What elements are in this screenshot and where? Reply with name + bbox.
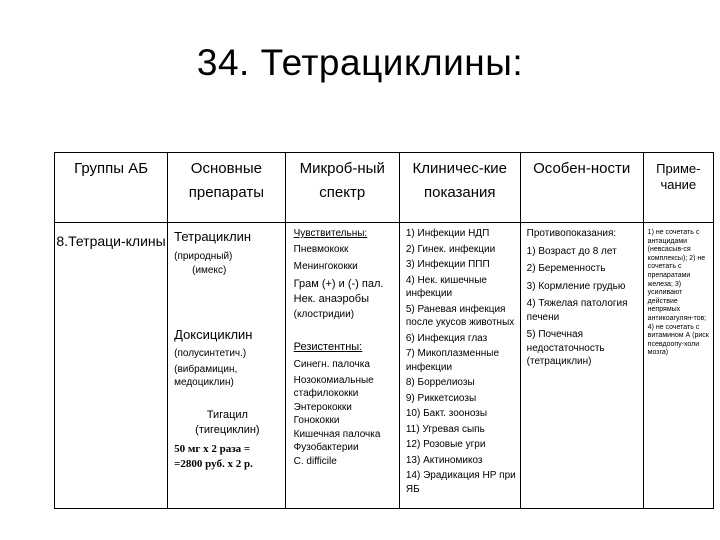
indication-item: 13) Актиномикоз [405,454,483,466]
indication-item: 6) Инфекция глаз [405,332,488,344]
drug-doxycycline-note1: (полусинтетич.) [174,348,247,359]
indication-item: 5) Раневая инфекция после укусов животных [405,303,515,328]
group-cell: 8.Тетраци-клины [55,223,168,509]
header-notes: Приме-чание [643,153,713,223]
spectrum-resistant-item: Синегн. палочка [293,359,370,370]
spectrum-anaerobes: Нек. анаэробы [293,292,369,305]
notes-text: 1) не сочетать с антацидами (невсасыв-ся комплексы); 2) не сочетать с препаратами железа; 3) усиливают действие непрямых антикоагулян-тов; 4) не сочетать с витамином А (риск псевдоопу-холи мозга) [647,229,709,357]
drug-doxycycline-note2: (вибрамицин, медоциклин) [174,363,238,388]
indication-item: 4) Нек. кишечные инфекции [405,274,487,299]
drug-tetracycline-note1: (природный) [174,251,233,262]
indication-item: 12) Розовые угри [405,439,486,450]
header-main-drugs: Основные препараты [168,153,286,223]
contraindication-item: 5) Почечная недостаточность (тетрациклин) [526,329,605,367]
indication-item: 14) Эрадикация НР при ЯБ [405,470,516,495]
drug-tetracycline-note2: (имекс) [192,264,227,276]
indication-item: 11) Угревая сыпь [405,423,485,435]
spectrum-resistant-item: Нозокомиальные стафилококки [293,374,374,399]
contraindication-item: 1) Возраст до 8 лет [526,245,617,257]
spectrum-resistant-label: Резистентны: [293,341,363,353]
spectrum-gram: Грам (+) и (-) пал. [293,277,384,290]
spectrum-sensitive-label: Чувствительны: [293,228,368,239]
indication-item: 7) Микоплазменные инфекции [405,348,500,373]
indication-item: 1) Инфекции НДП [405,228,490,239]
spectrum-resistant-item: Кишечная палочка [293,428,381,440]
header-spectrum: Микроб-ный спектр [285,153,399,223]
contraindications-label: Противопоказания: [526,228,617,239]
drug-tetracycline: Тетрациклин [174,229,252,244]
contraindication-item: 4) Тяжелая патология печени [526,298,628,323]
spectrum-sensitive-item: Менингококки [293,261,358,272]
notes-cell [643,223,713,509]
spectrum-sensitive-item: Пневмококк [293,243,349,255]
contraindication-item: 3) Кормление грудью [526,280,626,292]
spectrum-clostridia: (клостридии) [293,308,355,320]
spectrum-resistant-item: C. difficile [293,455,337,467]
tetracycline-table [54,152,714,509]
spectrum-cell [285,223,399,509]
header-groups: Группы АБ [55,153,168,223]
drugs-cell [168,223,286,509]
contraindication-item: 2) Беременность [526,263,606,274]
indications-cell [399,223,520,509]
features-cell [520,223,643,509]
indication-item: 2) Гинек. инфекции [405,243,496,255]
drug-tigecycline: Тигацил (тигециклин) [195,408,260,436]
spectrum-resistant-item: Энтерококки [293,401,352,413]
indication-item: 8) Боррелиозы [405,377,475,388]
indication-item: 3) Инфекции ППП [405,259,490,270]
drug-tigecycline-price: 50 мг х 2 раза = =2800 руб. х 2 р. [174,442,253,470]
spectrum-resistant-item: Фузобактерии [293,442,359,453]
header-features: Особен-ности [520,153,643,223]
page-title: 34. Тетрациклины: [196,42,524,83]
indication-item: 10) Бакт. зоонозы [405,408,488,419]
header-indications: Клиничес-кие показания [399,153,520,223]
drug-doxycycline: Доксициклин [174,327,253,342]
indication-item: 9) Риккетсиозы [405,392,477,404]
spectrum-resistant-item: Гонококки [293,415,340,426]
